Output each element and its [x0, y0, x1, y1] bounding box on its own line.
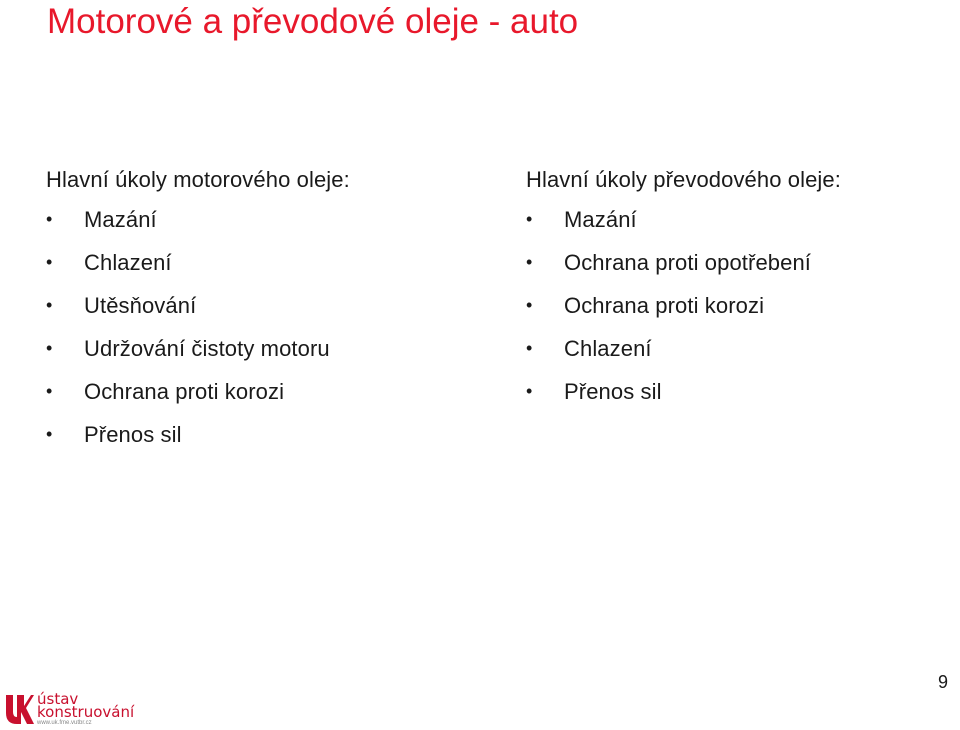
- list-item: [46, 284, 350, 327]
- page-number: 9: [937, 672, 948, 692]
- uk-logo-icon: [4, 692, 34, 726]
- list-item: [46, 241, 350, 284]
- logo-text-line1: ústav: [37, 690, 79, 708]
- list-item: [526, 198, 841, 241]
- bullet-icon: •: [46, 252, 53, 272]
- list-item: [46, 198, 350, 241]
- gear-oil-heading: Hlavní úkoly převodového oleje:: [526, 167, 841, 192]
- bullet-icon: •: [526, 295, 533, 315]
- bullet-icon: •: [526, 209, 533, 229]
- list-item: [526, 241, 841, 284]
- list-item: [46, 370, 350, 413]
- list-item-label: Chlazení: [564, 336, 652, 361]
- gear-oil-list: [526, 198, 841, 413]
- list-item: [526, 370, 841, 413]
- bullet-icon: •: [46, 338, 53, 358]
- engine-oil-heading: Hlavní úkoly motorového oleje:: [46, 167, 350, 192]
- list-item-label: Utěsňování: [84, 293, 197, 318]
- list-item: [526, 284, 841, 327]
- bullet-icon: •: [46, 381, 53, 401]
- list-item-label: Mazání: [84, 207, 157, 232]
- list-item-label: Ochrana proti korozi: [84, 379, 285, 404]
- list-item-label: Ochrana proti korozi: [564, 293, 765, 318]
- list-item-label: Udržování čistoty motoru: [84, 336, 330, 361]
- list-item-label: Chlazení: [84, 250, 172, 275]
- list-item-label: Přenos sil: [84, 422, 182, 447]
- list-item: [46, 327, 350, 370]
- bullet-icon: •: [46, 424, 53, 444]
- bullet-icon: •: [526, 338, 533, 358]
- list-item: [526, 327, 841, 370]
- bullet-icon: •: [526, 381, 533, 401]
- list-item-label: Mazání: [564, 207, 637, 232]
- gear-oil-column: [526, 162, 841, 413]
- bullet-icon: •: [46, 295, 53, 315]
- bullet-icon: •: [46, 209, 53, 229]
- engine-oil-column: [46, 162, 350, 456]
- list-item-label: Přenos sil: [564, 379, 662, 404]
- list-item: [46, 413, 350, 456]
- list-item-label: Ochrana proti opotřebení: [564, 250, 811, 275]
- logo-url: www.uk.fme.vutbr.cz: [37, 720, 92, 726]
- slide-title: Motorové a převodové oleje - auto: [47, 2, 579, 41]
- bullet-icon: •: [526, 252, 533, 272]
- logo-text-line2: konstruování: [37, 703, 135, 721]
- engine-oil-list: [46, 198, 350, 456]
- institute-logo: [4, 690, 135, 728]
